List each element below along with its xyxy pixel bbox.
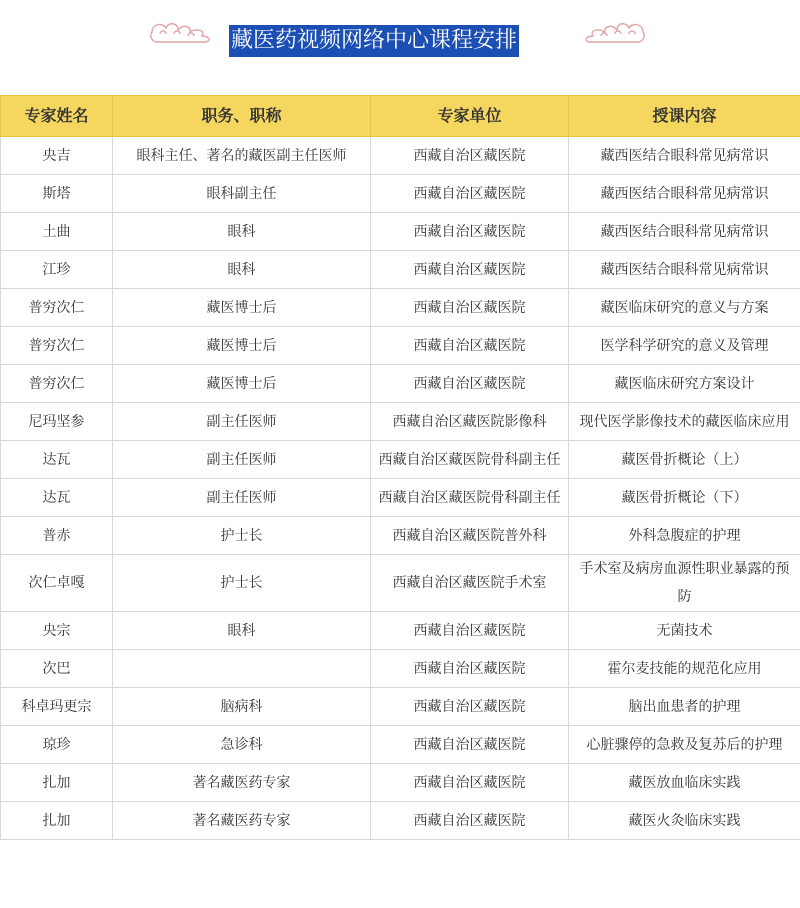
- cell-course-content: 藏西医结合眼科常见病常识: [569, 213, 800, 251]
- cell-expert-name: 普穷次仁: [1, 365, 113, 403]
- table-row: [1, 289, 800, 327]
- cell-expert-name: 斯塔: [1, 175, 113, 213]
- cell-expert-name: 普穷次仁: [1, 289, 113, 327]
- table-row: [1, 650, 800, 688]
- cell-position-title: 眼科: [113, 213, 371, 251]
- cell-course-content: 外科急腹症的护理: [569, 517, 800, 555]
- cell-expert-unit: 西藏自治区藏医院普外科: [371, 517, 569, 555]
- table-row: [1, 555, 800, 612]
- cell-position-title: 眼科: [113, 251, 371, 289]
- cell-course-content: 藏医临床研究的意义与方案: [569, 289, 800, 327]
- cell-expert-name: 央宗: [1, 612, 113, 650]
- table-row: [1, 137, 800, 175]
- table-row: [1, 764, 800, 802]
- cell-expert-unit: 西藏自治区藏医院: [371, 175, 569, 213]
- cell-expert-unit: 西藏自治区藏医院: [371, 365, 569, 403]
- cell-expert-name: 扎加: [1, 764, 113, 802]
- cell-expert-unit: 西藏自治区藏医院: [371, 327, 569, 365]
- cell-expert-unit: 西藏自治区藏医院: [371, 137, 569, 175]
- cell-course-content: 藏医骨折概论（下）: [569, 479, 800, 517]
- header-expert-unit: 专家单位: [371, 96, 569, 137]
- table-row: [1, 365, 800, 403]
- cell-course-content: 藏医火灸临床实践: [569, 802, 800, 840]
- cell-expert-name: 达瓦: [1, 441, 113, 479]
- cell-expert-unit: 西藏自治区藏医院: [371, 802, 569, 840]
- table-row: [1, 726, 800, 764]
- cell-position-title: 眼科主任、著名的藏医副主任医师: [113, 137, 371, 175]
- page-title: 藏医药视频网络中心课程安排: [229, 25, 519, 57]
- cell-course-content: 藏西医结合眼科常见病常识: [569, 137, 800, 175]
- cell-course-content: 手术室及病房血源性职业暴露的预防: [569, 555, 800, 612]
- cell-expert-unit: 西藏自治区藏医院: [371, 764, 569, 802]
- table-row: [1, 688, 800, 726]
- cell-expert-unit: 西藏自治区藏医院影像科: [371, 403, 569, 441]
- cell-expert-unit: 西藏自治区藏医院手术室: [371, 555, 569, 612]
- cell-position-title: 眼科: [113, 612, 371, 650]
- cell-expert-unit: 西藏自治区藏医院骨科副主任: [371, 441, 569, 479]
- cell-expert-name: 扎加: [1, 802, 113, 840]
- cell-position-title: 藏医博士后: [113, 289, 371, 327]
- table-row: [1, 403, 800, 441]
- cell-expert-name: 次仁卓嘎: [1, 555, 113, 612]
- cell-position-title: 著名藏医药专家: [113, 802, 371, 840]
- cell-course-content: 医学科学研究的意义及管理: [569, 327, 800, 365]
- page-header: [0, 0, 800, 95]
- cell-course-content: 藏医临床研究方案设计: [569, 365, 800, 403]
- cell-expert-unit: 西藏自治区藏医院: [371, 612, 569, 650]
- cloud-ornament-right-icon: [577, 18, 647, 44]
- cell-course-content: 无菌技术: [569, 612, 800, 650]
- cell-expert-unit: 西藏自治区藏医院: [371, 688, 569, 726]
- table-row: [1, 479, 800, 517]
- table-header-row: [1, 96, 800, 137]
- cell-position-title: 护士长: [113, 555, 371, 612]
- table-row: [1, 517, 800, 555]
- cell-position-title: 护士长: [113, 517, 371, 555]
- cell-position-title: 副主任医师: [113, 479, 371, 517]
- cell-course-content: 心脏骤停的急救及复苏后的护理: [569, 726, 800, 764]
- cell-expert-name: 尼玛坚参: [1, 403, 113, 441]
- table-row: [1, 251, 800, 289]
- cell-expert-name: 达瓦: [1, 479, 113, 517]
- cell-position-title: 副主任医师: [113, 403, 371, 441]
- cell-expert-unit: 西藏自治区藏医院: [371, 650, 569, 688]
- table-row: [1, 612, 800, 650]
- cell-course-content: 脑出血患者的护理: [569, 688, 800, 726]
- cell-position-title: [113, 650, 371, 688]
- header-expert-name: 专家姓名: [1, 96, 113, 137]
- table-row: [1, 327, 800, 365]
- table-row: [1, 802, 800, 840]
- cell-position-title: 藏医博士后: [113, 365, 371, 403]
- cell-expert-name: 琼珍: [1, 726, 113, 764]
- header-position-title: 职务、职称: [113, 96, 371, 137]
- cell-expert-unit: 西藏自治区藏医院: [371, 289, 569, 327]
- cell-expert-name: 普赤: [1, 517, 113, 555]
- cell-course-content: 藏西医结合眼科常见病常识: [569, 251, 800, 289]
- cell-expert-name: 次巴: [1, 650, 113, 688]
- cell-expert-unit: 西藏自治区藏医院: [371, 726, 569, 764]
- cell-expert-name: 土曲: [1, 213, 113, 251]
- cell-position-title: 急诊科: [113, 726, 371, 764]
- cell-position-title: 脑病科: [113, 688, 371, 726]
- cell-position-title: 藏医博士后: [113, 327, 371, 365]
- cell-course-content: 现代医学影像技术的藏医临床应用: [569, 403, 800, 441]
- cell-position-title: 眼科副主任: [113, 175, 371, 213]
- cell-course-content: 藏西医结合眼科常见病常识: [569, 175, 800, 213]
- header-course-content: 授课内容: [569, 96, 800, 137]
- cell-position-title: 副主任医师: [113, 441, 371, 479]
- table-row: [1, 213, 800, 251]
- cell-expert-name: 央吉: [1, 137, 113, 175]
- cell-expert-name: 普穷次仁: [1, 327, 113, 365]
- cell-position-title: 著名藏医药专家: [113, 764, 371, 802]
- cell-expert-name: 科卓玛更宗: [1, 688, 113, 726]
- table-row: [1, 175, 800, 213]
- cell-expert-unit: 西藏自治区藏医院骨科副主任: [371, 479, 569, 517]
- table-row: [1, 441, 800, 479]
- cell-course-content: 藏医放血临床实践: [569, 764, 800, 802]
- cell-expert-name: 江珍: [1, 251, 113, 289]
- cell-course-content: 藏医骨折概论（上）: [569, 441, 800, 479]
- cell-expert-unit: 西藏自治区藏医院: [371, 213, 569, 251]
- cell-course-content: 霍尔麦技能的规范化应用: [569, 650, 800, 688]
- cloud-ornament-left-icon: [148, 18, 218, 44]
- course-schedule-table: [0, 95, 800, 840]
- cell-expert-unit: 西藏自治区藏医院: [371, 251, 569, 289]
